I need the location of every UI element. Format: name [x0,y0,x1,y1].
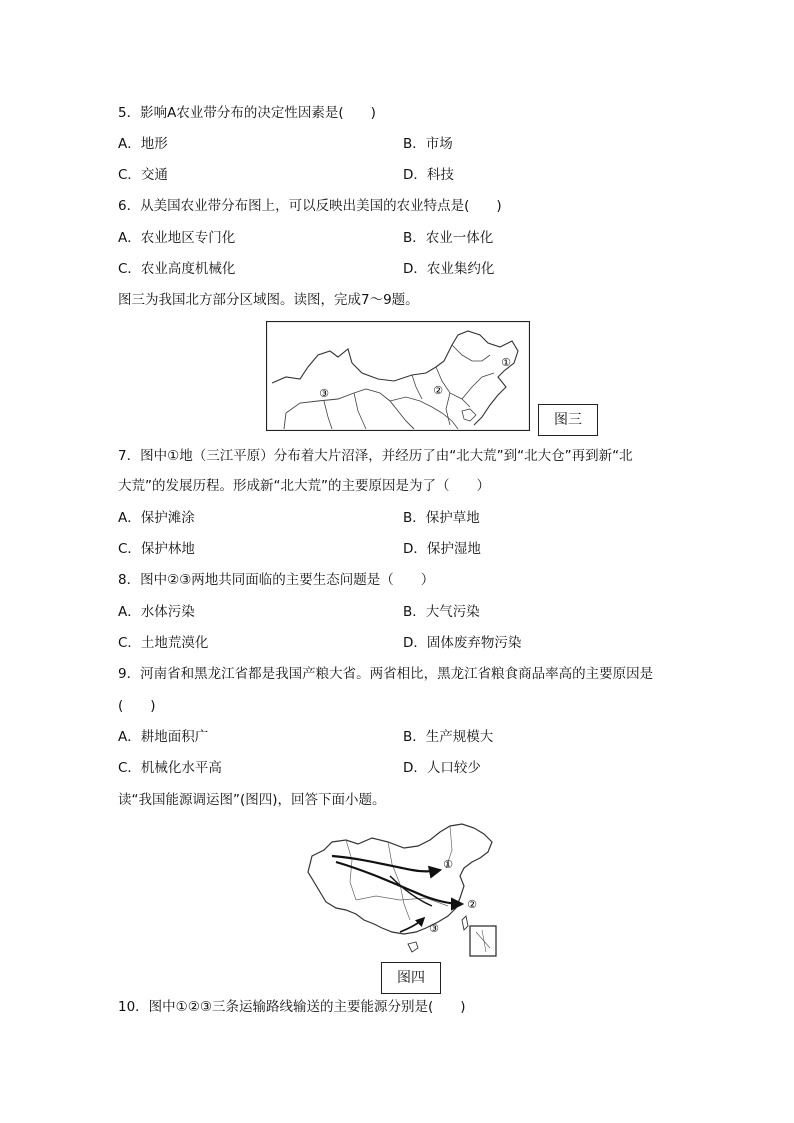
fig4-label-2: ② [467,898,477,911]
q7-stem-line2: 大荒”的发展历程。形成新“北大荒”的主要原因是为了（ ） [118,478,490,494]
q7-stem-line1: 7．图中①地（三江平原）分布着大片沼泽，并经历了由“北大荒”到“北大仓”再到新“北 [118,448,633,464]
q6-stem: 6．从美国农业带分布图上，可以反映出美国的农业特点是( ) [118,198,502,214]
q8-option-d: D．固体废弃物污染 [403,635,522,651]
q9-option-a: A．耕地面积广 [118,729,209,745]
q5-option-b: B．市场 [403,136,453,152]
fig4-label-3: ③ [429,922,439,935]
q6-option-c: C．农业高度机械化 [118,261,236,277]
china-energy-map [300,820,508,960]
fig3-label-2: ② [433,384,443,397]
q5-stem: 5．影响A农业带分布的决定性因素是( ) [118,105,376,121]
q9-option-d: D．人口较少 [403,760,481,776]
q5-option-d: D．科技 [403,167,454,183]
q6-option-a: A．农业地区专门化 [118,230,236,246]
q7-option-d: D．保护湿地 [403,541,481,557]
q6-option-b: B．农业一体化 [403,230,494,246]
q5-option-c: C．交通 [118,167,168,183]
q8-option-b: B．大气污染 [403,604,480,620]
q7-option-b: B．保护草地 [403,510,480,526]
route-1 [332,856,440,872]
q7-option-a: A．保护滩涂 [118,510,195,526]
q6-option-d: D．农业集约化 [403,261,495,277]
q7-option-c: C．保护林地 [118,541,195,557]
figure-3-caption: 图三 [538,404,598,436]
figure-4-caption: 图四 [381,962,441,994]
q8-stem: 8．图中②③两地共同面临的主要生态问题是（ ） [118,572,435,588]
q8-option-a: A．水体污染 [118,604,195,620]
fig4-label-1: ① [443,858,453,871]
figure-3-map [266,321,530,431]
fig3-label-3: ③ [319,387,329,400]
intro-figure-4: 读“我国能源调运图”(图四)，回答下面小题。 [118,792,386,808]
q9-stem-line1: 9．河南省和黑龙江省都是我国产粮大省。两省相比，黑龙江省粮食商品率高的主要原因是 [118,666,654,682]
intro-figure-3: 图三为我国北方部分区域图。读图，完成7～9题。 [118,292,419,308]
q10-stem: 10．图中①②③三条运输路线输送的主要能源分别是( ) [118,999,466,1015]
south-sea-inset [470,926,496,956]
q5-option-a: A．地形 [118,136,168,152]
q9-stem-line2: ( ) [118,698,156,714]
q9-option-c: C．机械化水平高 [118,760,222,776]
fig3-label-1: ① [501,356,511,369]
figure-4-map [300,820,508,960]
q8-option-c: C．土地荒漠化 [118,635,209,651]
north-china-map [266,321,530,431]
q9-option-b: B．生产规模大 [403,729,494,745]
